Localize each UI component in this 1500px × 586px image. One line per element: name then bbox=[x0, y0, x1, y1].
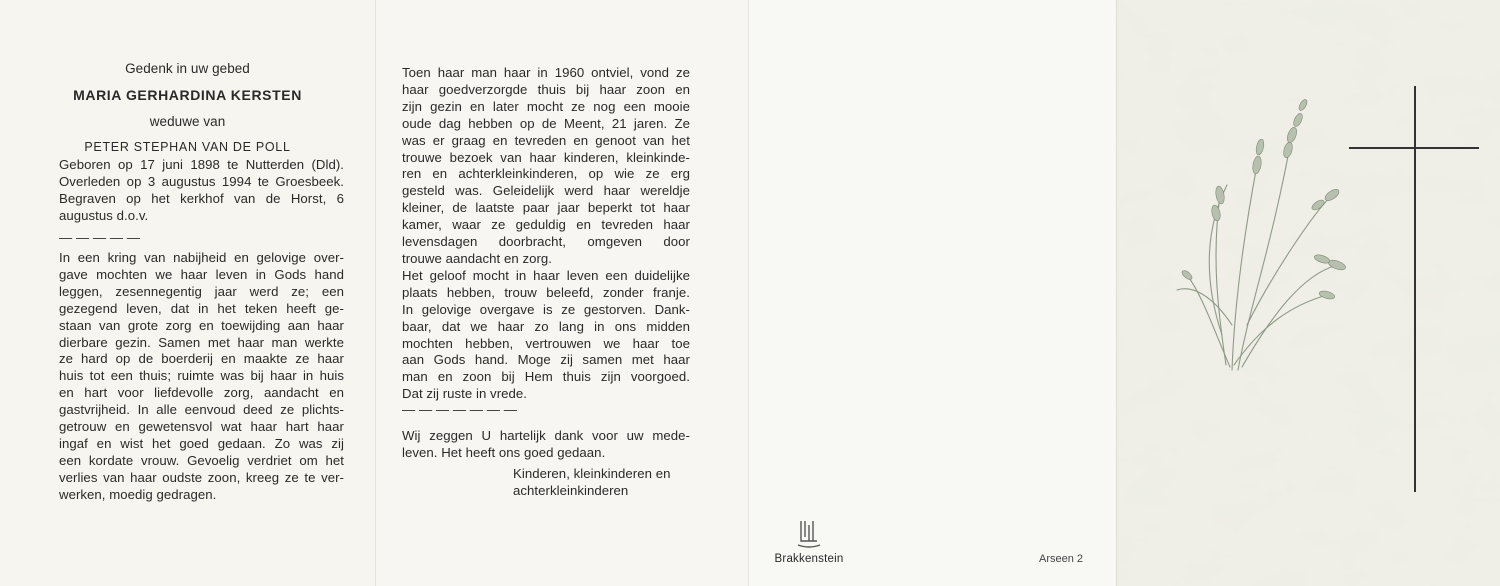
body-line: levensdagen doorbracht, omgeven door bbox=[402, 234, 690, 250]
thanks-text bbox=[402, 428, 690, 462]
body-text-right bbox=[402, 65, 690, 403]
husband-name: PETER STEPHAN VAN DE POLL bbox=[84, 140, 291, 154]
bio-line: Overleden op 3 augustus 1994 te Groesbeek. bbox=[59, 173, 344, 189]
signature-line: achterkleinkinderen bbox=[513, 482, 629, 498]
card-code: Arseen 2 bbox=[1039, 553, 1084, 565]
widow-of-label: weduwe van bbox=[149, 114, 226, 129]
body-line: haar goedverzorgde thuis bij haar zoon en bbox=[402, 81, 690, 97]
body-line: oude dag hebben op de Meent, 21 jaren. Ze bbox=[402, 115, 690, 131]
body-line: werken, moedig gedragen. bbox=[59, 486, 217, 502]
card-panel-middle bbox=[375, 0, 748, 586]
body-line: en hart voor liefdevolle zorg, aandacht en bbox=[59, 385, 344, 401]
gedenk-heading: Gedenk in uw gebed bbox=[125, 61, 250, 76]
thanks-line: leven. Het heeft ons goed gedaan. bbox=[402, 444, 606, 460]
body-line: In een kring van nabijheid en gelovige over- bbox=[59, 250, 344, 265]
cross-bar bbox=[1349, 147, 1479, 149]
body-line: Dat zij ruste in vrede. bbox=[402, 386, 528, 402]
body-line: gave mochten we haar leven in Gods hand bbox=[59, 266, 344, 282]
signature-line: Kinderen, kleinkinderen en bbox=[513, 466, 671, 481]
body-line: getrouw en gewetensvol wat haar hart haar bbox=[59, 419, 344, 435]
body-line: staan van grote zorg en toewijding aan haar bbox=[59, 317, 344, 333]
body-line: verlies van haar oudste zoon, kreeg ze te ver- bbox=[59, 469, 344, 485]
bio-line: Begraven op het kerkhof van de Horst, 6 bbox=[59, 190, 344, 206]
wheat-illustration-icon bbox=[1172, 75, 1362, 375]
body-line: trouwe aandacht en zorg. bbox=[402, 250, 553, 266]
brand-label: Brakkenstein bbox=[774, 553, 844, 565]
body-line: trouwe bezoek van haar kinderen, kleinkinde- bbox=[402, 149, 690, 165]
body-line: dierbare gezin. Samen met haar man werkte bbox=[59, 334, 344, 350]
body-line: gezegend leven, dat in het teken heeft ge- bbox=[59, 300, 344, 316]
deceased-name: MARIA GERHARDINA KERSTEN bbox=[73, 87, 302, 103]
separator-line: — — — — — bbox=[59, 230, 141, 245]
body-line: ze hard op de boerderij en maakte ze haar bbox=[59, 351, 344, 367]
card-panel-left bbox=[0, 0, 375, 586]
body-line: zijn gezin en later mocht ze nog een mooie bbox=[402, 98, 690, 114]
bio-line: Geboren op 17 juni 1898 te Nutterden (Dld). bbox=[59, 157, 344, 172]
body-line: man en zoon bij Hem thuis zijn voorgoed. bbox=[402, 369, 690, 385]
body-line: baar, dat we haar zo lang in ons midden bbox=[402, 318, 690, 334]
body-line: ren en achterkleinkinderen, op wie ze erg bbox=[402, 166, 690, 182]
body-line: leggen, zesennegentig jaar werd ze; een bbox=[59, 283, 344, 299]
body-line: Het geloof mocht in haar leven een duidelijke bbox=[402, 267, 690, 283]
body-text-left bbox=[59, 250, 344, 504]
body-line: gastvrijheid. In alle eenvoud deed ze plichts- bbox=[59, 402, 344, 418]
body-line: huis tot een thuis; ruimte was bij haar in huis bbox=[59, 368, 344, 384]
body-line: kleiner, de laatste paar jaar beperkt tot haar bbox=[402, 200, 690, 216]
body-line: aan Gods hand. Moge zij samen met haar bbox=[402, 352, 690, 368]
body-line: was er graag en tevreden en genoot van het bbox=[402, 132, 690, 148]
body-line: mochten hebben, vertrouwen we haar toe bbox=[402, 335, 690, 351]
body-line: gesteld was. Geleidelijk werd haar wereldje bbox=[402, 183, 690, 199]
body-line: ingaf en wist het goed gedaan. Zo was zij bbox=[59, 435, 344, 451]
separator-line: — — — — — — — bbox=[402, 402, 517, 417]
brakkenstein-logo-icon bbox=[795, 519, 823, 549]
thanks-line: Wij zeggen U hartelijk dank voor uw mede- bbox=[402, 428, 690, 443]
signature-text bbox=[513, 466, 693, 500]
bio-text bbox=[59, 157, 344, 225]
body-line: plaats hebben, trouw beleefd, zonder franje. bbox=[402, 284, 690, 300]
body-line: kamer, waar ze geduldig en tevreden haar bbox=[402, 217, 690, 233]
body-line: In gelovige overgave is ze gestorven. Dank- bbox=[402, 301, 690, 317]
card-panel-front bbox=[1116, 0, 1500, 586]
bio-line: augustus d.o.v. bbox=[59, 207, 149, 223]
body-line: Toen haar man haar in 1960 ontviel, vond ze bbox=[402, 65, 690, 80]
body-line: een kordate vrouw. Gevoelig verdriet om het bbox=[59, 452, 344, 468]
card-panel-back bbox=[748, 0, 1116, 586]
